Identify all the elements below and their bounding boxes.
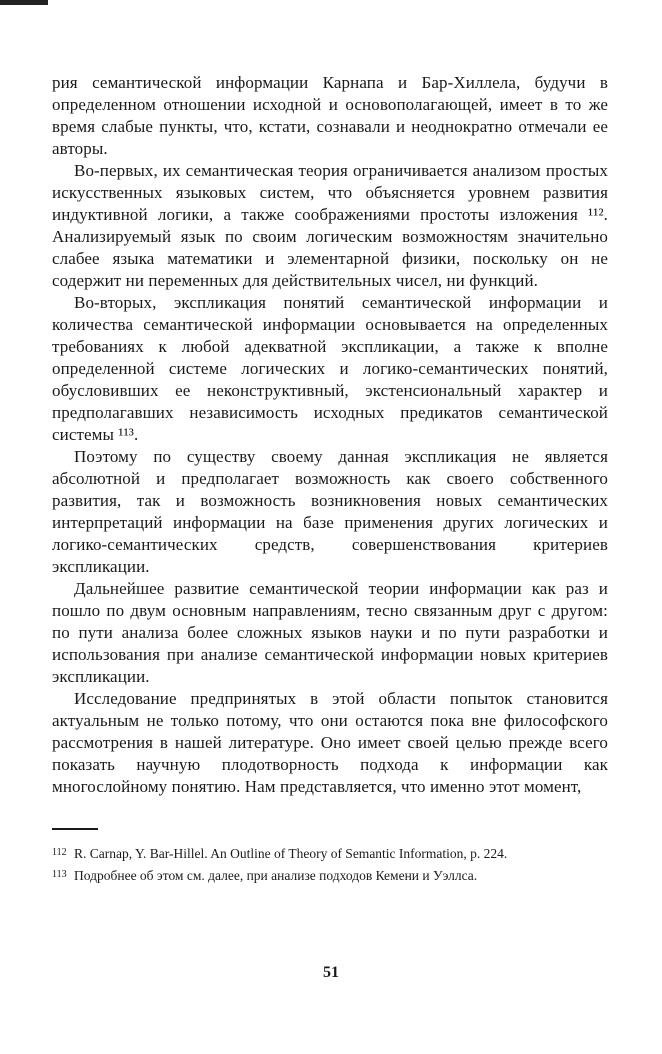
footnote-divider [52, 828, 98, 830]
footnote-text: Подробнее об этом см. далее, при анализе подходов Кемени и Уэллса. [74, 868, 478, 883]
paragraph-1: рия семантической информации Карнапа и Бар-Хиллела, будучи в определенном отношении исходной и основополагающей, имеет в то же время слабые пункты, что, кстати, сознавали и неоднократно отмечали ее авторы. [52, 73, 608, 158]
footnote-text: R. Carnap, Y. Bar-Hillel. An Outline of Theory of Semantic Information, p. 224. [74, 846, 508, 861]
paragraph-2: Во-первых, их семантическая теория ограничивается анализом простых искусственных языковых систем, что объясняется уровнем развития индуктивной логики, а также соображениями простоты изложения ¹¹². Анализируемый язык по своим логическим возможностям значительно слабее языка математики и элементарной физики, поскольку он не содержит ни переменных для действительных чисел, ни функций. [52, 161, 608, 290]
page-number: 51 [323, 964, 339, 981]
footnote-112 [52, 844, 608, 863]
page-body [52, 72, 608, 888]
scan-edge-mark [0, 0, 48, 5]
paragraph-3: Во-вторых, экспликация понятий семантической информации и количества семантической информации основывается на определенных требованиях к любой адекватной экспликации, а также к вполне определенной системе логических и логико-семантических понятий, обусловивших ее неконструктивный, экстенсиональный характер и предполагавших независимость исходных предикатов семантической системы ¹¹³. [52, 293, 608, 444]
paragraph-6: Исследование предпринятых в этой области попыток становится актуальным не только потому, что они остаются пока вне философского рассмотрения в нашей литературе. Оно имеет своей целью прежде всего показать научную плодотворность подхода к информации как многослойному понятию. Нам представляется, что именно этот момент, [52, 689, 608, 796]
paragraph-5: Дальнейшее развитие семантической теории информации как раз и пошло по двум основным направлениям, тесно связанным друг с другом: по пути анализа более сложных языков науки и по пути разработки и использования при анализе семантической информации новых критериев экспликации. [52, 579, 608, 686]
footnote-number: 112 [52, 847, 67, 858]
footnote-number: 113 [52, 869, 67, 880]
footnote-113 [52, 866, 608, 885]
paragraph-4: Поэтому по существу своему данная экспликация не является абсолютной и предполагает возможность как своего собственного развития, так и возможность возникновения новых семантических интерпретаций информации на базе применения других логических и логико-семантических средств, совершенствования критериев экспликации. [52, 447, 608, 576]
